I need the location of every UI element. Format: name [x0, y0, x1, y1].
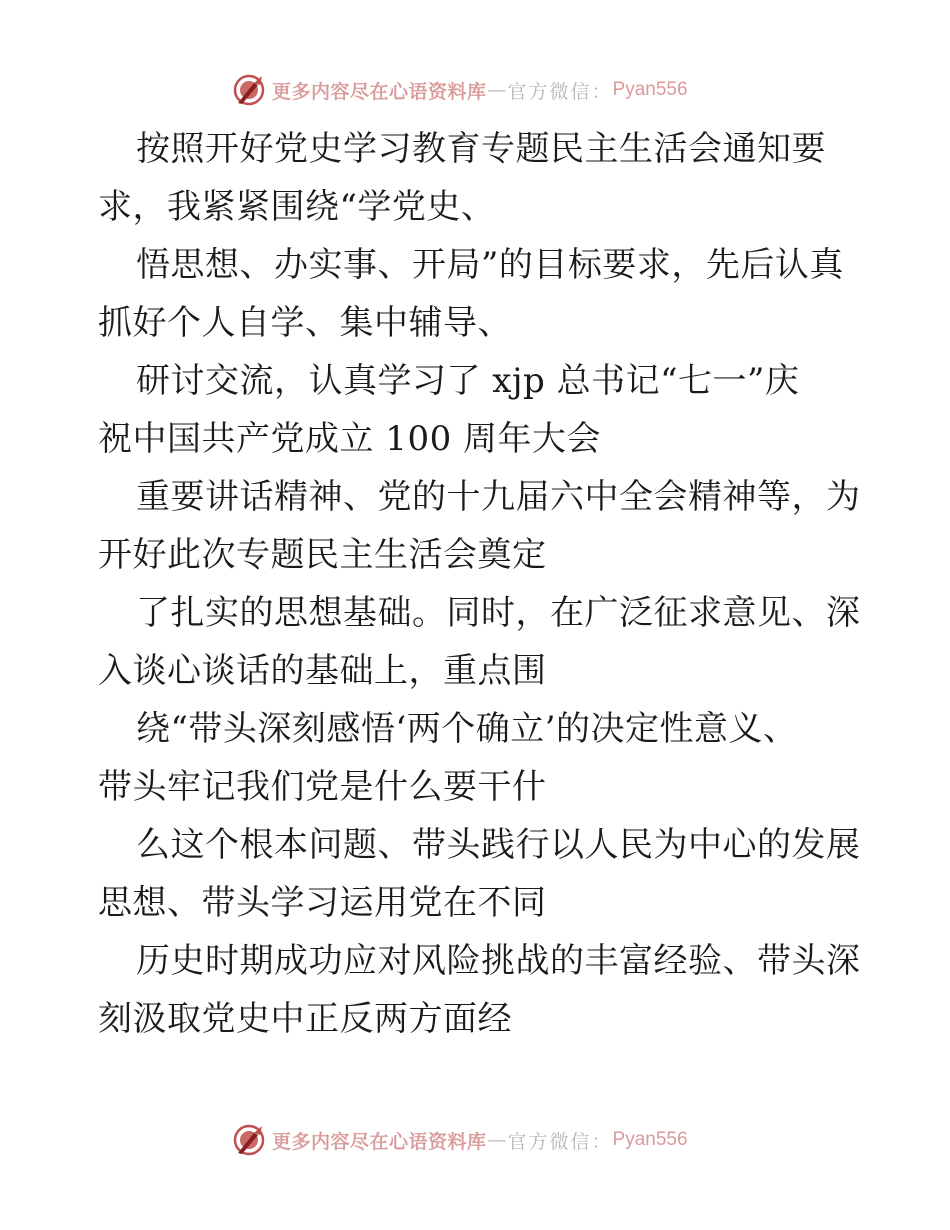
watermark-dash: — — [487, 1129, 507, 1151]
body-line: 绕“带头深刻感悟‘两个确立’的决定性意义、 — [136, 709, 798, 749]
body-line: 研讨交流，认真学习了 xjp 总书记“七一”庆 — [136, 361, 800, 401]
body-line: 按照开好党史学习教育专题民主生活会通知要 — [136, 129, 826, 169]
body-line: 求，我紧紧围绕“学党史、 — [98, 187, 496, 227]
watermark-main-text: 更多内容尽在心语资料库 — [272, 80, 487, 103]
body-line: 刻汲取党史中正反两方面经 — [98, 999, 512, 1039]
body-line: 重要讲话精神、党的十九届六中全会精神等，为 — [136, 477, 861, 517]
header-watermark — [232, 72, 688, 108]
body-line: 了扎实的思想基础。同时，在广泛征求意见、深 — [136, 593, 861, 633]
watermark-main-text: 更多内容尽在心语资料库 — [272, 1130, 487, 1153]
watermark-official-label: 官方微信： — [507, 1130, 613, 1153]
body-line: 祝中国共产党成立 100 周年大会 — [98, 419, 602, 459]
watermark-dash: — — [487, 79, 507, 101]
body-line: 历史时期成功应对风险挑战的丰富经验、带头深 — [136, 941, 861, 981]
quill-seal-logo-icon — [232, 1123, 266, 1157]
body-line: 思想、带头学习运用党在不同 — [98, 883, 547, 923]
body-line: 么这个根本问题、带头践行以人民为中心的发展 — [136, 825, 861, 865]
document-body — [98, 120, 861, 1048]
body-line: 入谈心谈话的基础上，重点围 — [98, 651, 547, 691]
watermark-wechat-id: Pyan556 — [612, 1129, 688, 1150]
body-line: 悟思想、办实事、开局”的目标要求，先后认真 — [136, 245, 844, 285]
body-line: 抓好个人自学、集中辅导、 — [98, 303, 512, 343]
quill-seal-logo-icon — [232, 73, 266, 107]
watermark-wechat-id: Pyan556 — [612, 79, 688, 100]
watermark-official-label: 官方微信： — [507, 80, 613, 103]
footer-watermark — [232, 1122, 688, 1158]
body-line: 带头牢记我们党是什么要干什 — [98, 767, 547, 807]
body-line: 开好此次专题民主生活会奠定 — [98, 535, 547, 575]
